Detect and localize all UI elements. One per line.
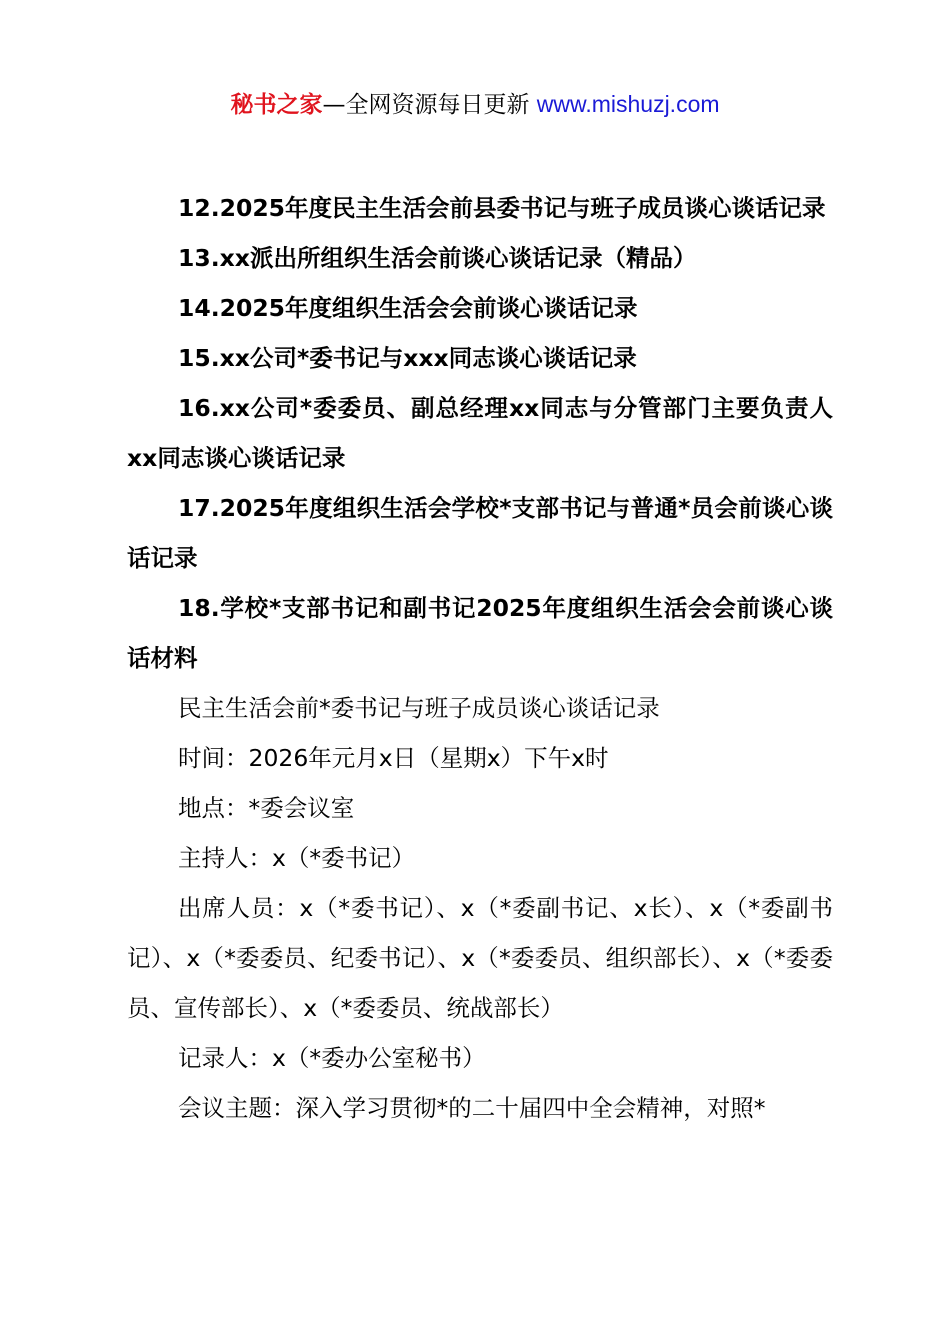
record-attendees: 出席人员：x（*委书记）、x（*委副书记、x长）、x（*委副书记）、x（*委委员、纪委书记）、x（*委委员、组织部长）、x（*委委员、宣传部长）、x（*委委员、统战部长） bbox=[127, 894, 833, 1022]
list-item: 13.xx派出所组织生活会前谈心谈话记录（精品） bbox=[178, 244, 697, 272]
site-header bbox=[0, 86, 950, 123]
list-item: 14.2025年度组织生活会会前谈心谈话记录 bbox=[178, 294, 638, 322]
document-body bbox=[127, 183, 833, 1133]
record-recorder: 记录人：x（*委办公室秘书） bbox=[178, 1044, 486, 1072]
record-time: 时间：2026年元月x日（星期x）下午x时 bbox=[178, 744, 609, 772]
list-item: 12.2025年度民主生活会前县委书记与班子成员谈心谈话记录 bbox=[178, 194, 826, 222]
record-host: 主持人：x（*委书记） bbox=[178, 844, 416, 872]
list-item: 15.xx公司*委书记与xxx同志谈心谈话记录 bbox=[178, 344, 637, 372]
record-place: 地点：*委会议室 bbox=[178, 794, 355, 822]
record-topic: 会议主题：深入学习贯彻*的二十届四中全会精神，对照* bbox=[178, 1094, 766, 1122]
brand-name: 秘书之家 bbox=[230, 92, 323, 118]
header-tagline: —全网资源每日更新 bbox=[322, 92, 537, 118]
record-title: 民主生活会前*委书记与班子成员谈心谈话记录 bbox=[178, 694, 660, 722]
list-item: 18.学校*支部书记和副书记2025年度组织生活会会前谈心谈话材料 bbox=[127, 594, 833, 672]
site-url-link[interactable]: www.mishuzj.com bbox=[536, 91, 720, 117]
list-item: 16.xx公司*委委员、副总经理xx同志与分管部门主要负责人xx同志谈心谈话记录 bbox=[127, 394, 833, 472]
list-item: 17.2025年度组织生活会学校*支部书记与普通*员会前谈心谈话记录 bbox=[127, 494, 833, 572]
